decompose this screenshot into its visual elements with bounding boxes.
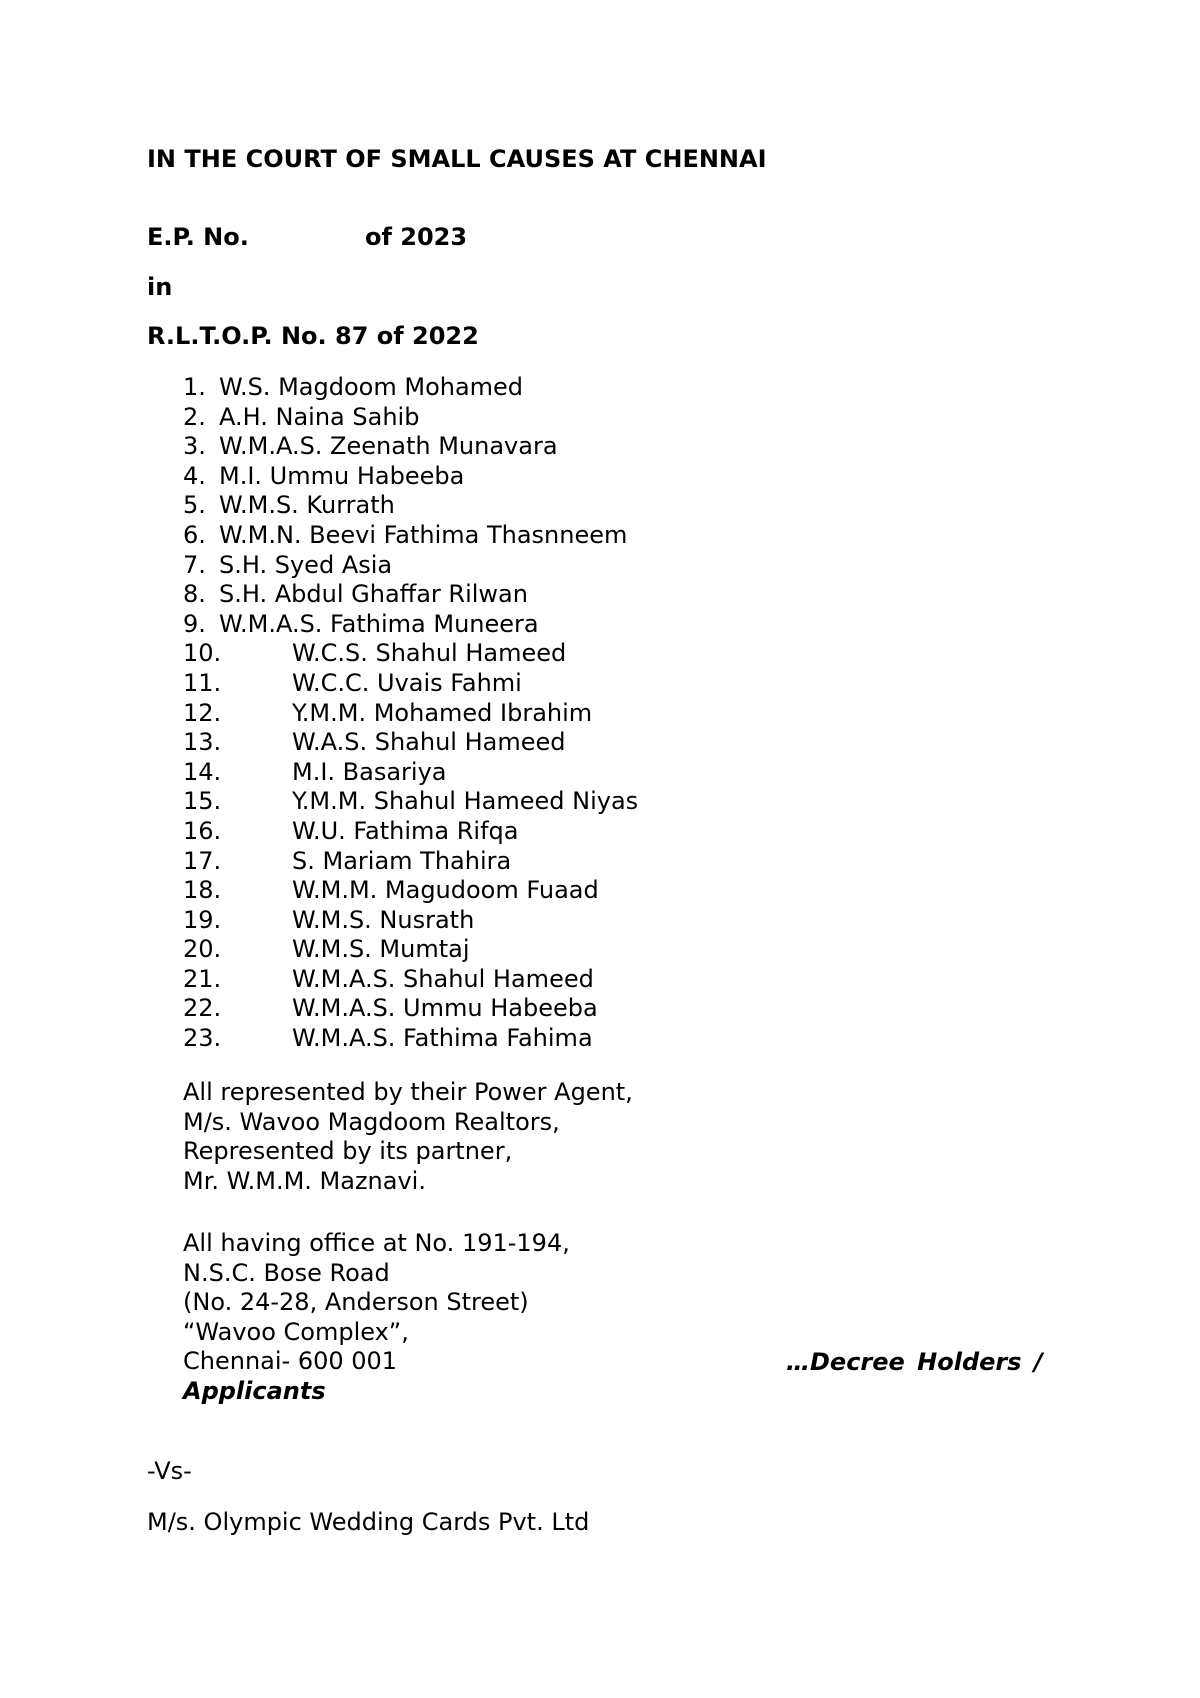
address-line: “Wavoo Complex”,: [183, 1317, 409, 1346]
party-number: 2.: [183, 402, 206, 431]
address-line: All having office at No. 191-194,: [183, 1229, 570, 1257]
ep-number-label: E.P. No.: [147, 223, 249, 251]
party-name: W.M.A.S. Zeenath Munavara: [219, 432, 558, 461]
party-number: 15.: [183, 787, 222, 816]
representation-line: Mr. W.M.M. Maznavi.: [183, 1166, 426, 1195]
representation-line: M/s. Wavoo Magdoom Realtors,: [183, 1107, 560, 1136]
representation-line: All represented by their Power Agent,: [183, 1078, 633, 1106]
party-name: W.U. Fathima Rifqa: [292, 816, 519, 845]
party-name: W.M.S. Nusrath: [292, 905, 475, 934]
party-number: 3.: [183, 432, 206, 461]
party-number: 8.: [183, 580, 206, 609]
party-name: W.M.M. Magudoom Fuaad: [292, 876, 599, 905]
party-number: 20.: [183, 935, 222, 964]
party-number: 10.: [183, 639, 222, 668]
party-name: S.H. Syed Asia: [219, 550, 393, 579]
party-name: W.M.A.S. Fathima Muneera: [219, 609, 539, 638]
party-name: M.I. Basariya: [292, 757, 447, 786]
party-name: A.H. Naina Sahib: [219, 402, 420, 431]
party-name: Y.M.M. Mohamed Ibrahim: [292, 698, 593, 727]
decree-holders-label: …Decree Holders /: [786, 1348, 1043, 1376]
party-name: W.S. Magdoom Mohamed: [219, 373, 524, 401]
party-number: 13.: [183, 728, 222, 757]
party-number: 1.: [183, 373, 206, 401]
party-name: W.M.N. Beevi Fathima Thasnneem: [219, 520, 628, 549]
party-name: S. Mariam Thahira: [292, 846, 512, 875]
party-number: 21.: [183, 964, 222, 993]
party-number: 5.: [183, 491, 206, 520]
party-number: 16.: [183, 816, 222, 845]
address-line: Chennai- 600 001: [183, 1347, 398, 1376]
ep-year: of 2023: [365, 223, 468, 251]
representation-line: Represented by its partner,: [183, 1137, 513, 1166]
representation-block: [183, 1078, 633, 1196]
court-heading: IN THE COURT OF SMALL CAUSES AT CHENNAI: [147, 145, 767, 173]
party-number: 9.: [183, 609, 206, 638]
applicants-label: Applicants: [183, 1377, 326, 1405]
party-number: 18.: [183, 876, 222, 905]
party-name: W.M.S. Kurrath: [219, 491, 395, 520]
party-name: W.M.A.S. Fathima Fahima: [292, 1024, 593, 1053]
party-number: 23.: [183, 1024, 222, 1053]
party-number: 12.: [183, 698, 222, 727]
party-name: Y.M.M. Shahul Hameed Niyas: [292, 787, 639, 816]
party-number: 11.: [183, 668, 222, 697]
address-line: N.S.C. Bose Road: [183, 1258, 390, 1287]
party-name: W.M.A.S. Ummu Habeeba: [292, 994, 598, 1023]
party-number: 6.: [183, 520, 206, 549]
versus-label: -Vs-: [147, 1457, 192, 1485]
party-name: W.C.C. Uvais Fahmi: [292, 668, 522, 697]
party-number: 4.: [183, 461, 206, 490]
party-name: W.C.S. Shahul Hameed: [292, 639, 567, 668]
party-name: W.M.S. Mumtaj: [292, 935, 470, 964]
party-number: 14.: [183, 757, 222, 786]
party-number: 22.: [183, 994, 222, 1023]
party-number: 19.: [183, 905, 222, 934]
address-line: (No. 24-28, Anderson Street): [183, 1288, 529, 1317]
party-name: W.M.A.S. Shahul Hameed: [292, 964, 594, 993]
party-name: W.A.S. Shahul Hameed: [292, 728, 566, 757]
party-name: M.I. Ummu Habeeba: [219, 461, 465, 490]
party-number: 17.: [183, 846, 222, 875]
party-name: S.H. Abdul Ghaffar Rilwan: [219, 580, 528, 609]
party-number: 7.: [183, 550, 206, 579]
rltop-case-number: R.L.T.O.P. No. 87 of 2022: [147, 322, 479, 350]
in-label: in: [147, 273, 173, 301]
office-address-block: [183, 1229, 570, 1377]
respondent-name: M/s. Olympic Wedding Cards Pvt. Ltd: [147, 1508, 590, 1536]
